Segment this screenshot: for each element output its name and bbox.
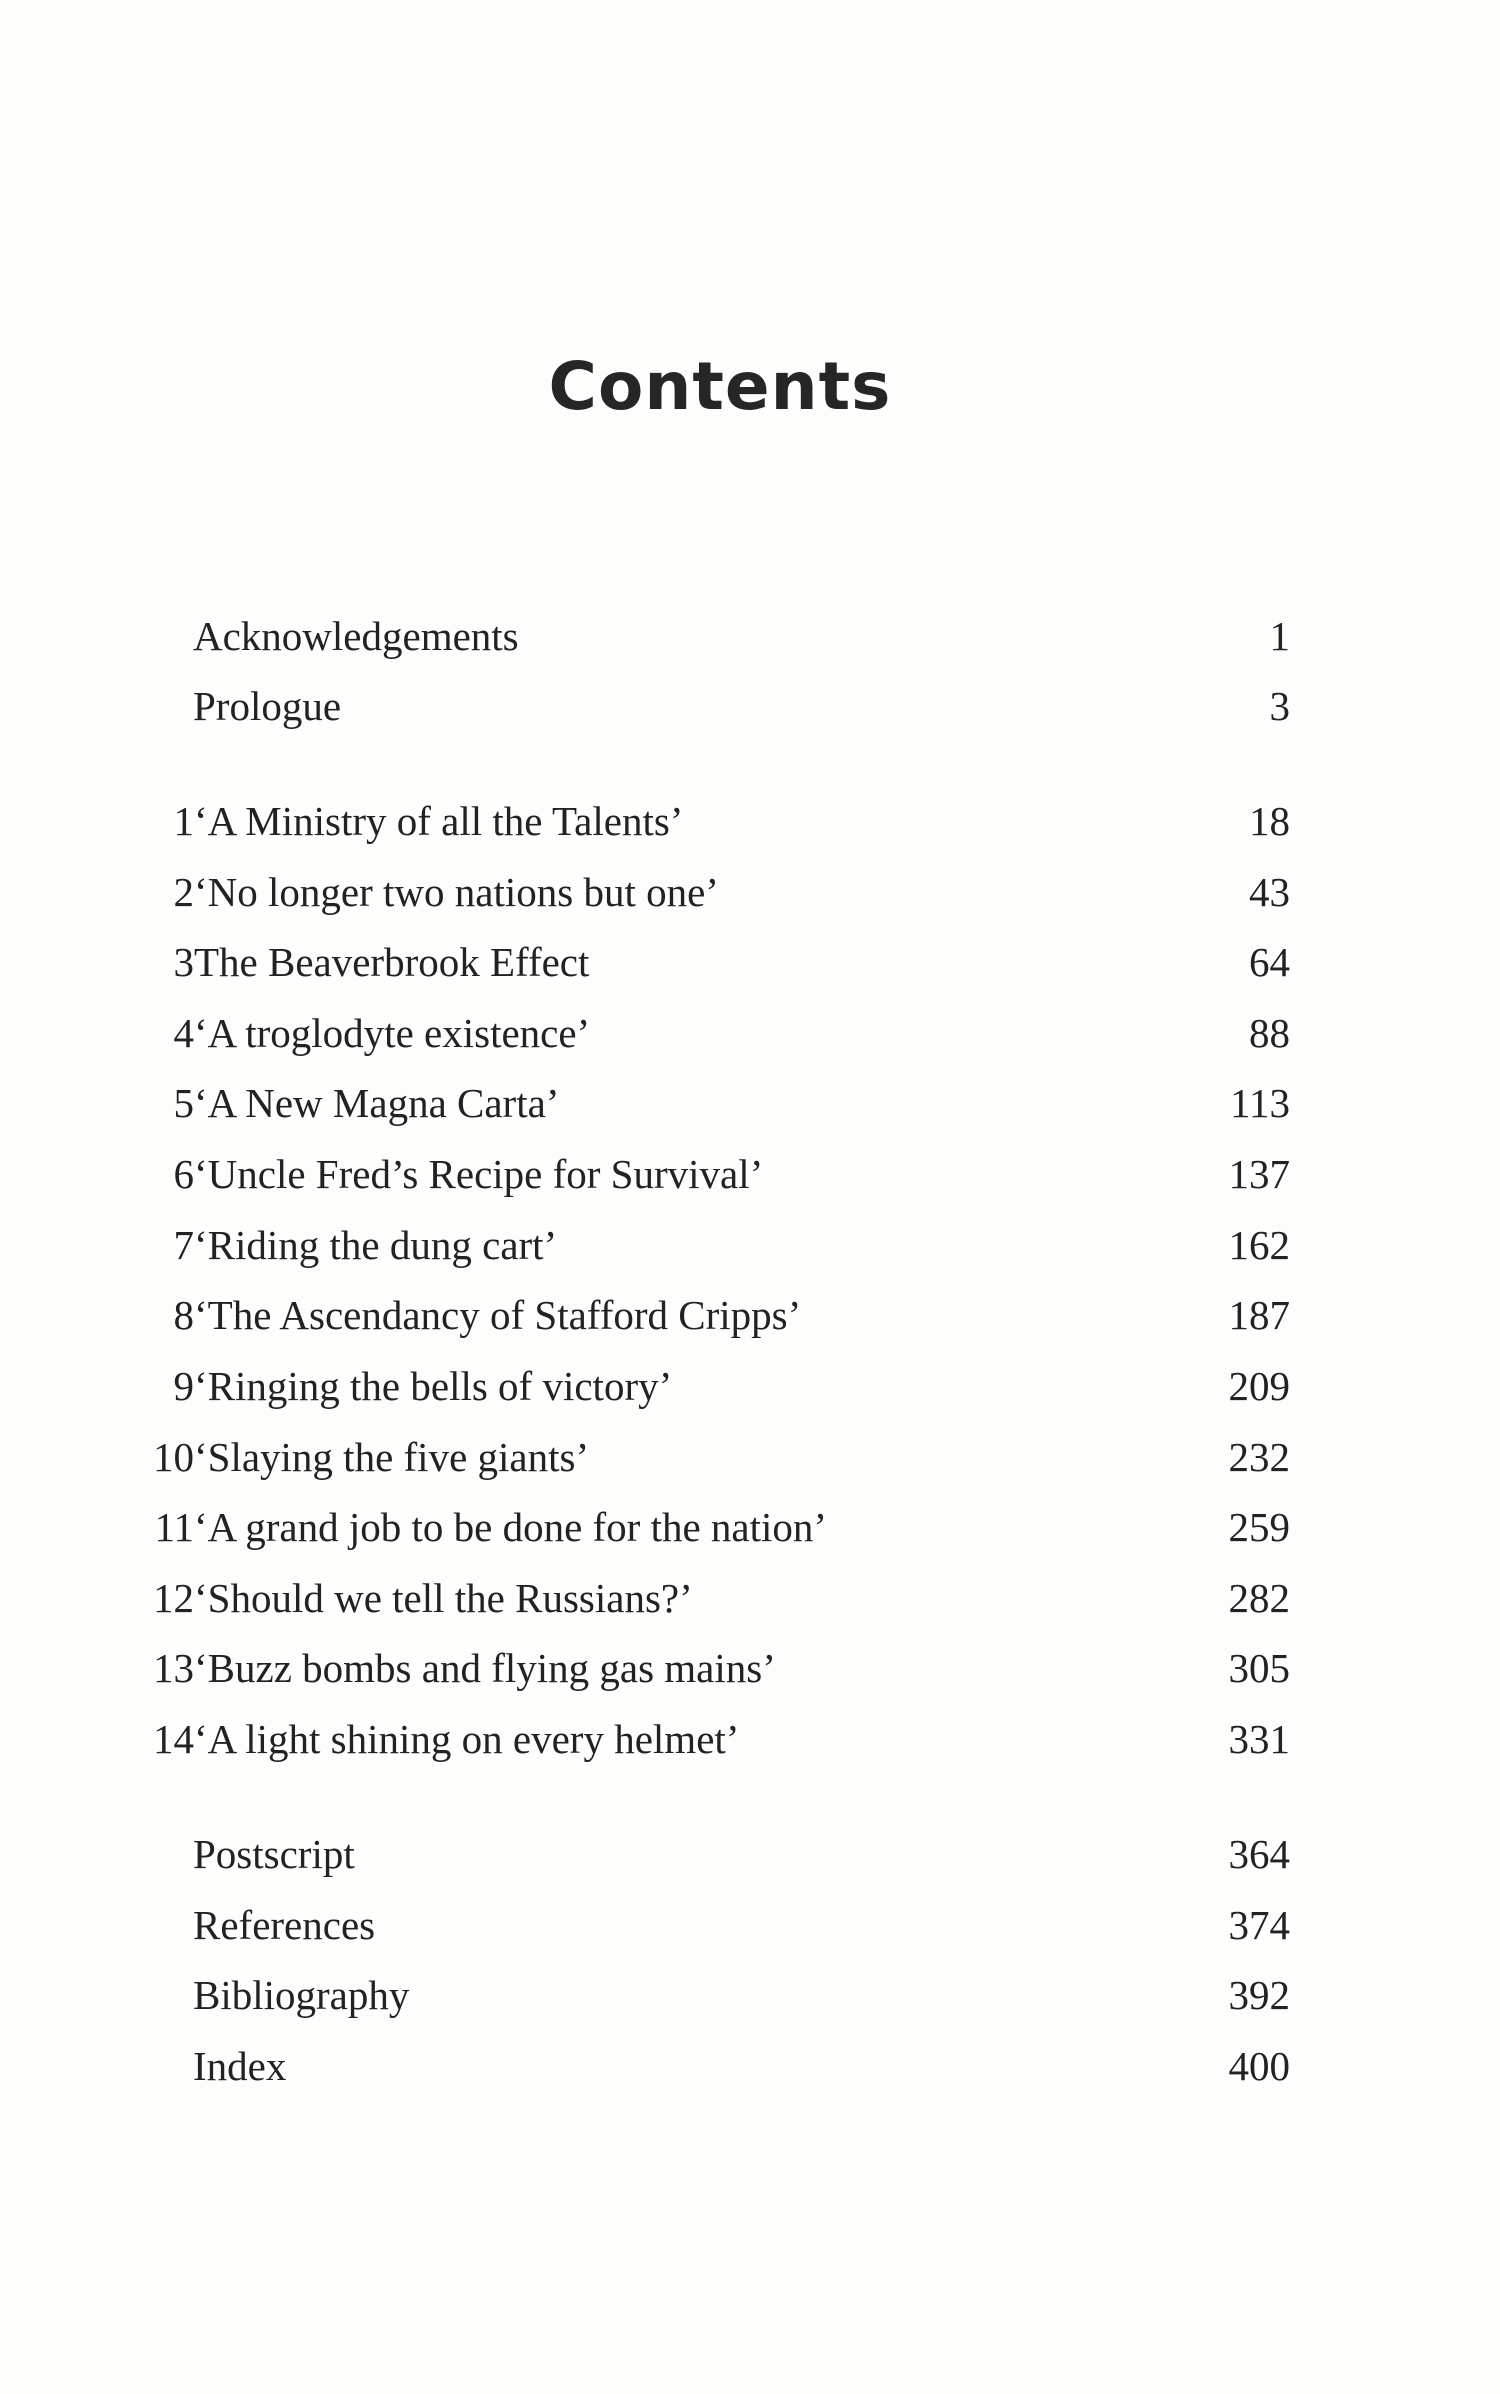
chapter-title: ‘Ringing the bells of victory’ <box>194 1363 673 1409</box>
chapter-number: 6 <box>173 1151 194 1197</box>
chapter-number: 12 <box>153 1575 194 1621</box>
chapter-page: 187 <box>1228 1292 1290 1338</box>
chapter-page: 331 <box>1228 1716 1290 1762</box>
chapter-page: 137 <box>1228 1151 1290 1197</box>
toc-entry-label: Acknowledgements <box>193 613 519 659</box>
toc-entry-label: Index <box>193 2043 287 2089</box>
chapter-page: 162 <box>1228 1222 1290 1268</box>
chapter-page: 88 <box>1249 1010 1290 1056</box>
chapter-number: 10 <box>153 1434 194 1480</box>
toc-chapter-6[interactable] <box>0 1144 1500 1204</box>
toc-entry-acknowledgements[interactable] <box>0 606 1500 666</box>
toc-entry-page: 392 <box>1228 1972 1290 2018</box>
chapter-number: 4 <box>173 1010 194 1056</box>
toc-entry-bibliography[interactable] <box>0 1965 1500 2025</box>
toc-entry-page: 374 <box>1228 1902 1290 1948</box>
toc-chapter-5[interactable] <box>0 1073 1500 1133</box>
chapter-number: 8 <box>173 1292 194 1338</box>
chapter-title: ‘Buzz bombs and flying gas mains’ <box>194 1645 776 1691</box>
toc-entry-label: Bibliography <box>193 1972 410 2018</box>
toc-chapter-12[interactable] <box>0 1568 1500 1628</box>
chapter-title: The Beaverbrook Effect <box>194 939 590 985</box>
chapter-title: ‘A New Magna Carta’ <box>194 1080 560 1126</box>
chapter-title: ‘No longer two nations but one’ <box>194 869 719 915</box>
page-title: Contents <box>548 348 892 425</box>
chapter-page: 64 <box>1249 939 1290 985</box>
toc-entry-page: 400 <box>1228 2043 1290 2089</box>
toc-chapter-3[interactable] <box>0 932 1500 992</box>
chapter-number: 13 <box>153 1645 194 1691</box>
toc-chapter-4[interactable] <box>0 1003 1500 1063</box>
chapter-page: 209 <box>1228 1363 1290 1409</box>
chapter-title: ‘A Ministry of all the Talents’ <box>194 798 684 844</box>
toc-entry-index[interactable] <box>0 2036 1500 2096</box>
toc-entry-label: Postscript <box>193 1831 355 1877</box>
chapter-page: 305 <box>1228 1645 1290 1691</box>
chapter-title: ‘Should we tell the Russians?’ <box>194 1575 693 1621</box>
chapter-page: 282 <box>1228 1575 1290 1621</box>
toc-entry-page: 1 <box>1269 613 1290 659</box>
chapter-number: 1 <box>173 798 194 844</box>
chapter-number: 9 <box>173 1363 194 1409</box>
toc-chapter-7[interactable] <box>0 1215 1500 1275</box>
chapter-page: 232 <box>1228 1434 1290 1480</box>
chapter-page: 18 <box>1249 798 1290 844</box>
chapter-number: 7 <box>173 1222 194 1268</box>
toc-chapter-10[interactable] <box>0 1427 1500 1487</box>
toc-chapter-11[interactable] <box>0 1497 1500 1557</box>
chapter-page: 259 <box>1228 1504 1290 1550</box>
chapter-title: ‘A light shining on every helmet’ <box>194 1716 740 1762</box>
chapter-page: 43 <box>1249 869 1290 915</box>
toc-chapter-14[interactable] <box>0 1709 1500 1769</box>
toc-entry-label: References <box>193 1902 376 1948</box>
chapter-number: 5 <box>173 1080 194 1126</box>
chapter-page: 113 <box>1230 1080 1290 1126</box>
chapter-title: ‘Riding the dung cart’ <box>194 1222 558 1268</box>
chapter-title: ‘A grand job to be done for the nation’ <box>194 1504 828 1550</box>
toc-entry-label: Prologue <box>193 683 342 729</box>
toc-entry-page: 364 <box>1228 1831 1290 1877</box>
chapter-title: ‘The Ascendancy of Stafford Cripps’ <box>194 1292 802 1338</box>
toc-entry-postscript[interactable] <box>0 1824 1500 1884</box>
toc-chapter-2[interactable] <box>0 862 1500 922</box>
chapter-number: 3 <box>173 939 194 985</box>
chapter-title: ‘Slaying the five giants’ <box>194 1434 590 1480</box>
chapter-title: ‘Uncle Fred’s Recipe for Survival’ <box>194 1151 764 1197</box>
toc-chapter-13[interactable] <box>0 1638 1500 1698</box>
chapter-title: ‘A troglodyte existence’ <box>194 1010 591 1056</box>
chapter-number: 14 <box>153 1716 194 1762</box>
toc-entry-page: 3 <box>1269 683 1290 729</box>
toc-chapter-9[interactable] <box>0 1356 1500 1416</box>
toc-entry-references[interactable] <box>0 1895 1500 1955</box>
chapter-number: 2 <box>173 869 194 915</box>
toc-entry-prologue[interactable] <box>0 676 1500 736</box>
chapter-number: 11 <box>154 1504 194 1550</box>
toc-chapter-8[interactable] <box>0 1285 1500 1345</box>
toc-chapter-1[interactable] <box>0 791 1500 851</box>
